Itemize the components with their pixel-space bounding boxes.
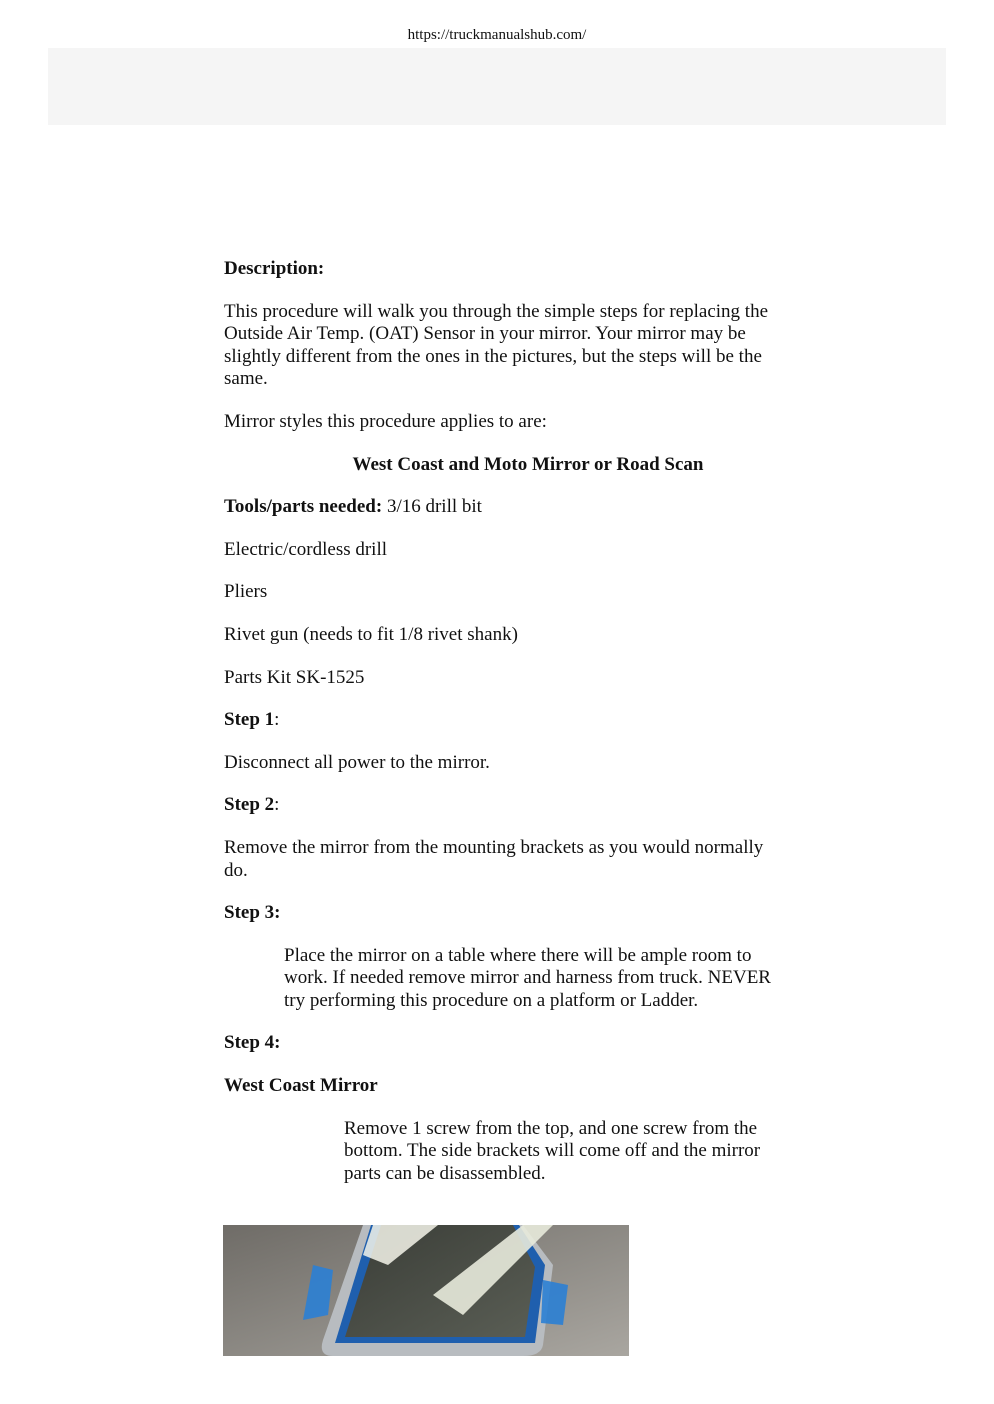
west-coast-text: Remove 1 screw from the top, and one screw from the bottom. The side brackets will come off and the mirror parts can be disassembled.: [344, 1117, 761, 1184]
tool-item: Electric/cordless drill: [224, 538, 388, 560]
tools-line: [224, 496, 772, 519]
tool-item: Pliers: [224, 581, 268, 603]
ad-banner: [48, 48, 946, 125]
tool-item: Rivet gun (needs to fit 1/8 rivet shank): [224, 623, 518, 645]
tool-first: 3/16 drill bit: [382, 496, 482, 518]
description-heading: Description:: [224, 258, 325, 279]
step4-heading: Step 4:: [224, 1032, 281, 1054]
step3-text: Place the mirror on a table where there will be ample room to work. If needed remove mirror and harness from truck. NEVER try performing this procedure on a platform or Ladder.: [284, 944, 771, 1011]
tools-label: Tools/parts needed:: [224, 496, 383, 518]
step1-heading: Step 1:: [224, 709, 280, 731]
tool-item: Parts Kit SK-1525: [224, 666, 365, 688]
document-body: [224, 258, 772, 1205]
step1-text: Disconnect all power to the mirror.: [224, 751, 490, 773]
step2-heading: Step 2:: [224, 794, 280, 816]
step3-heading: Step 3:: [224, 902, 281, 924]
mirror-photo: [223, 1225, 629, 1356]
applies-text: Mirror styles this procedure applies to are:: [224, 410, 547, 432]
mirror-styles: West Coast and Moto Mirror or Road Scan: [352, 453, 704, 475]
west-coast-heading: West Coast Mirror: [224, 1075, 378, 1097]
description-text: This procedure will walk you through the simple steps for replacing the Outside Air Temp. (OAT) Sensor in your mirror. Your mirror may be slightly different from the ones in the pictures, but the steps will be the same.: [224, 300, 769, 390]
page-url: https://truckmanualshub.com/: [407, 27, 587, 43]
step2-text: Remove the mirror from the mounting brackets as you would normally do.: [224, 836, 764, 881]
